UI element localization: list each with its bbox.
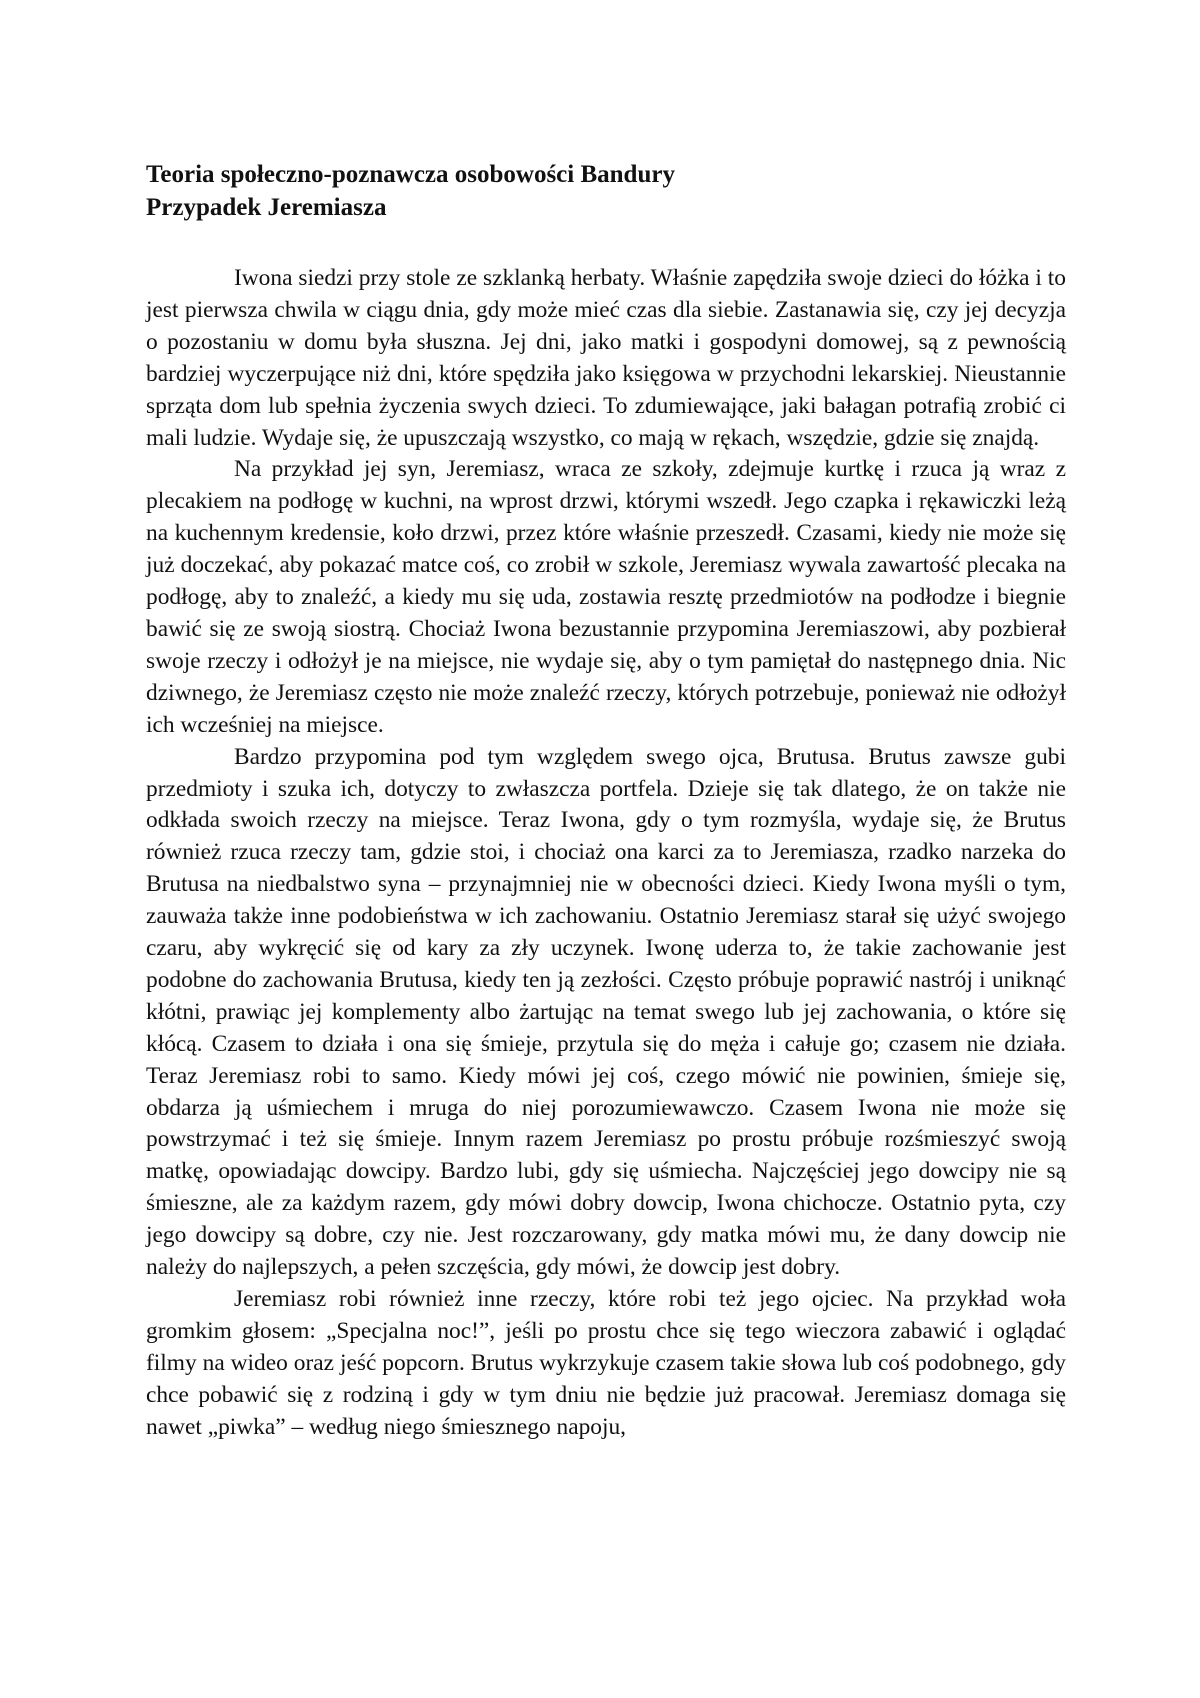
document-body xyxy=(146,263,1066,1444)
paragraph-1: Iwona siedzi przy stole ze szklanką herbaty. Właśnie zapędziła swoje dzieci do łóżka i to jest pierwsza chwila w ciągu dnia, gdy może mieć czas dla siebie. Zastanawia się, czy jej decyzja o pozostaniu w domu była słuszna. Jej dni, jako matki i gospodyni domowej, są z pewnością bardziej wyczerpujące niż dni, które spędziła jako księgowa w przychodni lekarskiej. Nieustannie sprząta dom lub spełnia życzenia swych dzieci. To zdumiewające, jaki bałagan potrafią zrobić ci mali ludzie. Wydaje się, że upuszczają wszystko, co mają w rękach, wszędzie, gdzie się znajdą. xyxy=(146,265,1066,451)
paragraph-3: Bardzo przypomina pod tym względem swego ojca, Brutusa. Brutus zawsze gubi przedmioty i szuka ich, dotyczy to zwłaszcza portfela. Dzieje się tak dlatego, że on także nie odkłada swoich rzeczy na miejsce. Teraz Iwona, gdy o tym rozmyśla, wydaje się, że Brutus również rzuca rzeczy tam, gdzie stoi, i chociaż ona karci za to Jeremiasza, rzadko narzeka do Brutusa na niedbalstwo syna – przynajmniej nie w obecności dzieci. Kiedy Iwona myśli o tym, zauważa także inne podobieństwa w ich zachowaniu. Ostatnio Jeremiasz starał się użyć swojego czaru, aby wykręcić się od kary za zły uczynek. Iwonę uderza to, że takie zachowanie jest podobne do zachowania Brutusa, kiedy ten ją zezłości. Często próbuje poprawić nastrój i uniknąć kłótni, prawiąc jej komplementy albo żartując na temat swego lub jej zachowania, o które się kłócą. Czasem to działa i ona się śmieje, przytula się do męża i całuje go; czasem nie działa. Teraz Jeremiasz robi to samo. Kiedy mówi jej coś, czego mówić nie powinien, śmieje się, obdarza ją uśmiechem i mruga do niej porozumiewawczo. Czasem Iwona nie może się powstrzymać i też się śmieje. Innym razem Jeremiasz po prostu próbuje rozśmieszyć swoją matkę, opowiadając dowcipy. Bardzo lubi, gdy się uśmiecha. Najczęściej jego dowcipy nie są śmieszne, ale za każdym razem, gdy mówi dobry dowcip, Iwona chichocze. Ostatnio pyta, czy jego dowcipy są dobre, czy nie. Jest rozczarowany, gdy matka mówi mu, że dany dowcip nie należy do najlepszych, a pełen szczęścia, gdy mówi, że dowcip jest dobry. xyxy=(146,743,1066,1281)
document-heading xyxy=(146,158,1066,224)
paragraph-2: Na przykład jej syn, Jeremiasz, wraca ze szkoły, zdejmuje kurtkę i rzuca ją wraz z plecakiem na podłogę w kuchni, na wprost drzwi, którymi wszedł. Jego czapka i rękawiczki leżą na kuchennym kredensie, koło drzwi, przez które właśnie przeszedł. Czasami, kiedy nie może się już doczekać, aby pokazać matce coś, co zrobił w szkole, Jeremiasz wywala zawartość plecaka na podłogę, aby to znaleźć, a kiedy mu się uda, zostawia resztę przedmiotów na podłodze i biegnie bawić się ze swoją siostrą. Chociaż Iwona bezustannie przypomina Jeremiaszowi, aby pozbierał swoje rzeczy i odłożył je na miejsce, nie wydaje się, aby o tym pamiętał do następnego dnia. Nic dziwnego, że Jeremiasz często nie może znaleźć rzeczy, których potrzebuje, ponieważ nie odłożył ich wcześniej na miejsce. xyxy=(146,456,1066,738)
paragraph-4: Jeremiasz robi również inne rzeczy, które robi też jego ojciec. Na przykład woła gromkim głosem: „Specjalna noc!”, jeśli po prostu chce się tego wieczora zabawić i oglądać filmy na wideo oraz jeść popcorn. Brutus wykrzykuje czasem takie słowa lub coś podobnego, gdy chce pobawić się z rodziną i gdy w tym dniu nie będzie już pracował. Jeremiasz domaga się nawet „piwka” – według niego śmiesznego napoju, xyxy=(146,1286,1066,1440)
document-title: Teoria społeczno-poznawcza osobowości Bandury xyxy=(146,161,675,188)
document-subtitle: Przypadek Jeremiasza xyxy=(146,194,387,221)
